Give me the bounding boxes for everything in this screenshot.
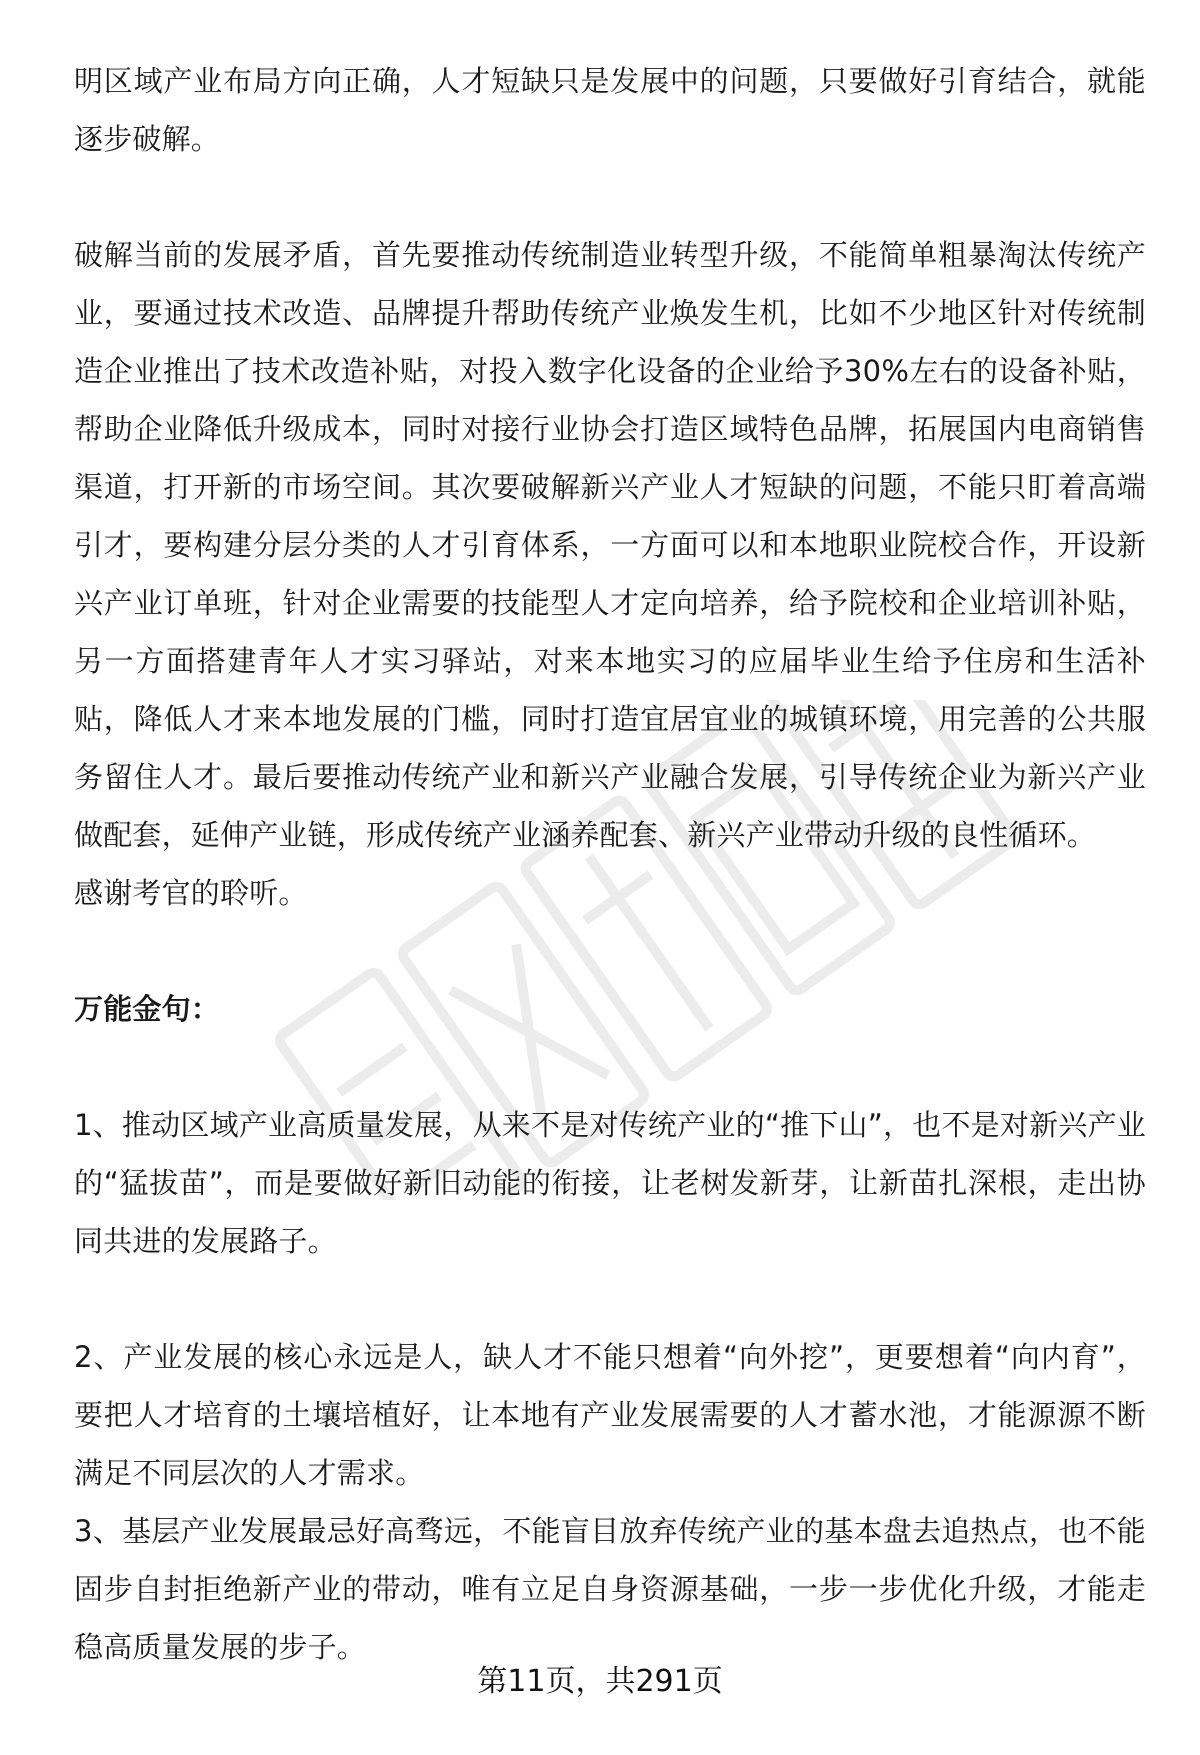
document-body	[74, 52, 1146, 1676]
paragraph-2: 破解当前的发展矛盾，首先要推动传统制造业转型升级，不能简单粗暴淘汰传统产业，要通过技术改造、品牌提升帮助传统产业焕发生机，比如不少地区针对传统制造企业推出了技术改造补贴，对投入数字化设备的企业给予30%左右的设备补贴，帮助企业降低升级成本，同时对接行业协会打造区域特色品牌，拓展国内电商销售渠道，打开新的市场空间。其次要破解新兴产业人才短缺的问题，不能只盯着高端引才，要构建分层分类的人才引育体系，一方面可以和本地职业院校合作，开设新兴产业订单班，针对企业需要的技能型人才定向培养，给予院校和企业培训补贴，另一方面搭建青年人才实习驿站，对来本地实习的应届毕业生给予住房和生活补贴，降低人才来本地发展的门槛，同时打造宜居宜业的城镇环境，用完善的公共服务留住人才。最后要推动传统产业和新兴产业融合发展，引导传统企业为新兴产业做配套，延伸产业链，形成传统产业涵养配套、新兴产业带动升级的良性循环。	[74, 238, 1146, 852]
paragraph-gap	[74, 168, 1146, 226]
paragraph-gap	[74, 1270, 1146, 1328]
closing-line: 感谢考官的聆听。	[74, 876, 308, 910]
page-number: 第11页，共291页	[477, 1664, 723, 1699]
paragraph-gap	[74, 1038, 1146, 1096]
paragraph-gap	[74, 922, 1146, 980]
quote-1: 1、推动区域产业高质量发展，从来不是对传统产业的“推下山”，也不是对新兴产业的“猛拔苗”，而是要做好新旧动能的衔接，让老树发新芽，让新苗扎深根，走出协同共进的发展路子。	[74, 1108, 1146, 1258]
section-heading: 万能金句：	[74, 992, 221, 1026]
paragraph-1: 明区域产业布局方向正确，人才短缺只是发展中的问题，只要做好引育结合，就能逐步破解。	[74, 64, 1146, 156]
quote-3: 3、基层产业发展最忌好高骛远，不能盲目放弃传统产业的基本盘去追热点，也不能固步自封拒绝新产业的带动，唯有立足自身资源基础，一步一步优化升级，才能走稳高质量发展的步子。	[74, 1514, 1146, 1664]
quote-2: 2、产业发展的核心永远是人，缺人才不能只想着“向外挖”，更要想着“向内育”，要把人才培育的土壤培植好，让本地有产业发展需要的人才蓄水池，才能源源不断满足不同层次的人才需求。	[74, 1340, 1146, 1490]
